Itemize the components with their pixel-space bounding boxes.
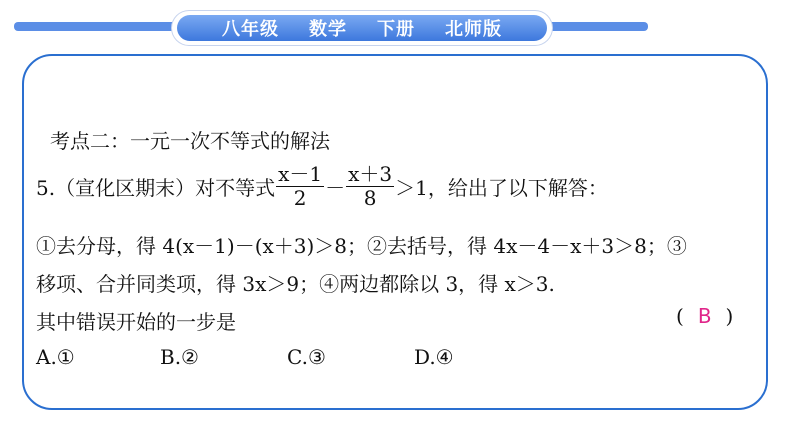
answer-paren-open: ( xyxy=(676,304,684,328)
answer-value: B xyxy=(697,304,712,328)
fraction-2-denominator: 8 xyxy=(363,185,377,210)
header-subject: 数学 xyxy=(309,19,347,40)
option-b[interactable]: B.② xyxy=(160,345,199,369)
option-a[interactable]: A.① xyxy=(36,345,75,369)
question-stem xyxy=(36,158,608,214)
option-c[interactable]: C.③ xyxy=(287,345,326,369)
solution-line-1: ①去分母，得 4(x－1)－(x＋3)＞8；②去括号，得 4x－4－x＋3＞8；③ xyxy=(36,234,687,258)
section-title: 考点二：一元一次不等式的解法 xyxy=(50,129,330,153)
fraction-1-numerator: x－1 xyxy=(278,161,323,186)
answer-blank xyxy=(676,304,733,328)
solution-line-2: 移项、合并同类项，得 3x＞9；④两边都除以 3，得 x＞3. xyxy=(36,272,555,296)
fraction-2-numerator: x＋3 xyxy=(348,161,393,186)
header-banner xyxy=(172,11,552,45)
question-prompt: 其中错误开始的一步是 xyxy=(36,310,236,334)
fraction-1 xyxy=(276,163,324,210)
fraction-1-denominator: 2 xyxy=(293,185,307,210)
answer-paren-close: ) xyxy=(725,304,734,328)
header-volume: 下册 xyxy=(377,19,415,40)
fraction-2 xyxy=(346,163,394,210)
header-edition: 北师版 xyxy=(445,19,502,40)
header-banner-inner xyxy=(177,15,547,41)
question-suffix: ＞1，给出了以下解答： xyxy=(395,175,608,200)
header-grade: 八年级 xyxy=(222,19,279,40)
question-prefix: 5.（宣化区期末）对不等式 xyxy=(36,175,276,200)
minus-sign: － xyxy=(325,175,346,200)
option-d[interactable]: D.④ xyxy=(414,345,454,369)
